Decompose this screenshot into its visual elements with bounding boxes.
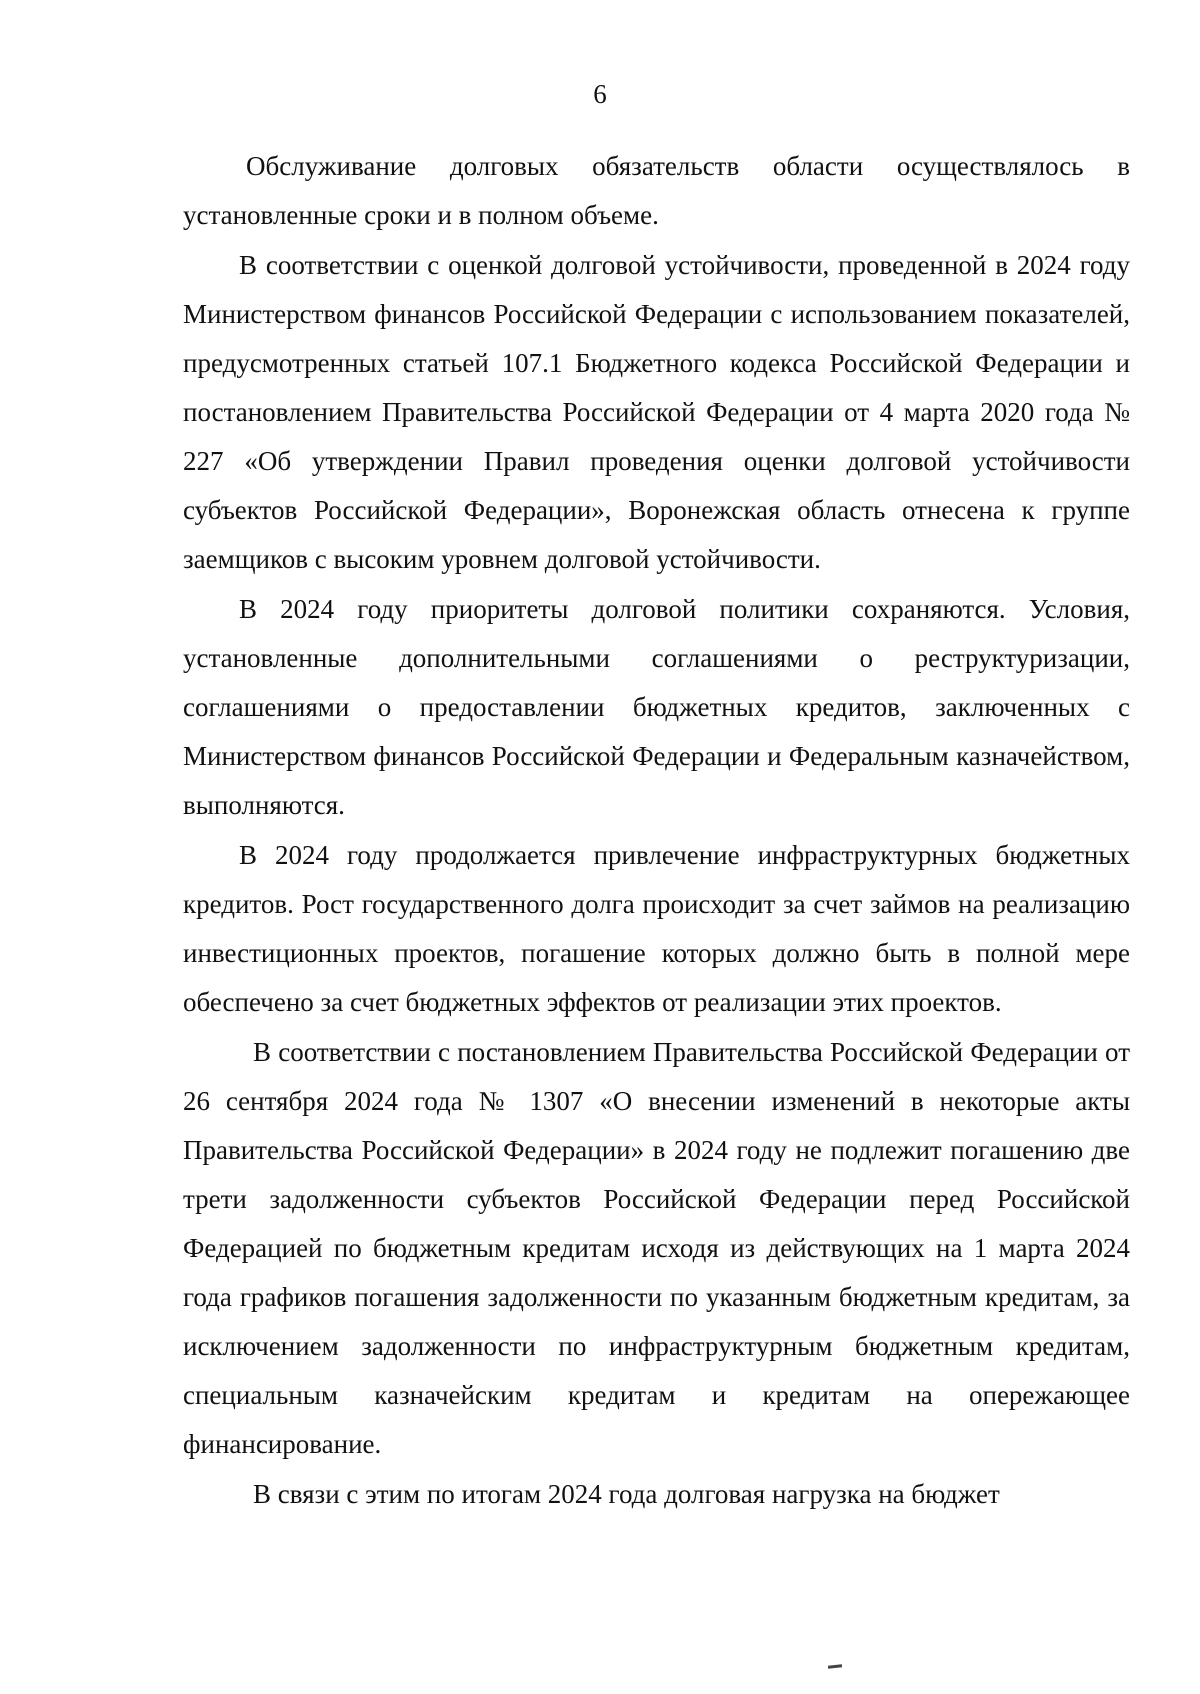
- scan-mark: [828, 1664, 842, 1668]
- document-body: [183, 142, 1130, 1520]
- paragraph-debt-policy-priorities: В 2024 году приоритеты долговой политики сохраняются. Условия, установленные дополнительными соглашениями о реструктуризации, соглашениями о предоставлении бюджетных кредитов, заключенных с Министерством финансов Российской Федерации и Федеральным казначейством, выполняются.: [183, 594, 1130, 820]
- paragraph-infrastructure-credits: В 2024 году продолжается привлечение инфраструктурных бюджетных кредитов. Рост государственного долга происходит за счет займов на реализацию инвестиционных проектов, погашение которых должно быть в полной мере обеспечено за счет бюджетных эффектов от реализации этих проектов.: [183, 840, 1130, 1017]
- paragraph-government-resolution: В соответствии с постановлением Правительства Российской Федерации от 26 сентября 2024 года № 1307 «О внесении изменений в некоторые акты Правительства Российской Федерации» в 2024 году не подлежит погашению две трети задолженности субъектов Российской Федерации перед Российской Федерацией по бюджетным кредитам исходя из действующих на 1 марта 2024 года графиков погашения задолженности по указанным бюджетным кредитам, за исключением задолженности по инфраструктурным бюджетным кредитам, специальным казначейским кредитам и кредитам на опережающее финансирование.: [183, 1037, 1130, 1459]
- paragraph-debt-sustainability: В соответствии с оценкой долговой устойчивости, проведенной в 2024 году Министерством финансов Российской Федерации с использованием показателей, предусмотренных статьей 107.1 Бюджетного кодекса Российской Федерации и постановлением Правительства Российской Федерации от 4 марта 2020 года № 227 «Об утверждении Правил проведения оценки долговой устойчивости субъектов Российской Федерации», Воронежская область отнесена к группе заемщиков с высоким уровнем долговой устойчивости.: [183, 250, 1130, 574]
- paragraph-debt-servicing: Обслуживание долговых обязательств области осуществлялось в установленные сроки и в полном объеме.: [183, 151, 1130, 230]
- page-number: 6: [593, 79, 607, 109]
- paragraph-debt-burden: В связи с этим по итогам 2024 года долговая нагрузка на бюджет: [253, 1479, 1000, 1509]
